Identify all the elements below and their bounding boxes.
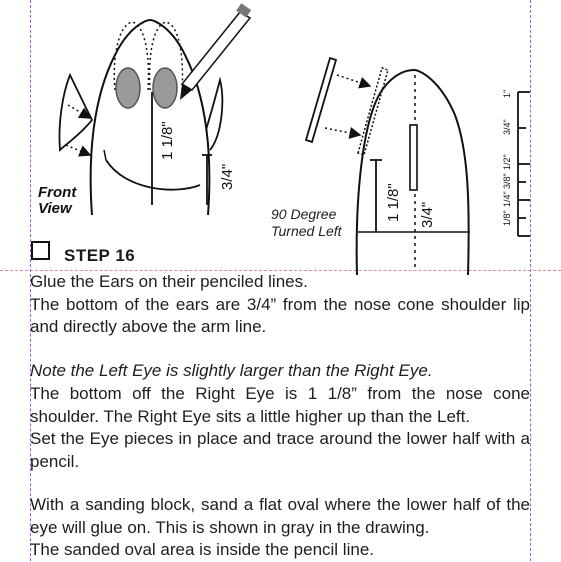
ruler-mark-3-4: 3/4" — [502, 119, 512, 135]
ruler-mark-1-8: 1/8" — [502, 210, 512, 226]
ruler-mark-1: 1" — [502, 89, 512, 98]
left-ear — [59, 75, 92, 150]
side-view-label: 90 Degree Turned Left — [271, 206, 342, 239]
side-eye-strip — [410, 125, 417, 190]
front-ear-dimension: 3/4" — [219, 163, 236, 190]
step-title: STEP 16 — [64, 246, 136, 265]
instruction-para-1: Glue the Ears on their penciled lines. The bottom of the ears are 3/4” from the nose cone shoulder lip and directly above the arm line. — [30, 272, 530, 336]
side-eye-dimension: 1 1/8" — [385, 183, 402, 222]
instruction-para-2: The bottom off the Right Eye is 1 1/8” from the nose cone shoulder. The Right Eye sits a little higher up than the Left. Set the Eye pieces in place and trace around the lower half with a pencil. — [30, 384, 530, 471]
front-eye-dimension: 1 1/8" — [159, 121, 176, 160]
ruler-mark-1-4: 1/4" — [502, 191, 512, 207]
ruler-mark-1-2: 1/2" — [502, 154, 512, 170]
front-view-nose-cone — [91, 20, 210, 215]
side-view-nose-cone — [306, 58, 470, 275]
instruction-para-3: With a sanding block, sand a flat oval where the lower half of the eye will glue on. This is shown in gray in the drawing. The sanded oval area is inside the pencil line. — [30, 495, 530, 559]
ruler — [518, 92, 530, 236]
pencil-icon — [180, 3, 251, 100]
right-eye-gray — [153, 68, 177, 108]
step-checkbox[interactable] — [31, 241, 50, 260]
side-ear-dimension: 3/4" — [419, 201, 436, 228]
left-eye-gray — [116, 68, 140, 108]
instruction-note: Note the Left Eye is slightly larger than the Right Eye. — [30, 361, 433, 380]
front-view-label: Front View — [38, 184, 77, 217]
ruler-mark-3-8: 3/8" — [502, 173, 512, 189]
